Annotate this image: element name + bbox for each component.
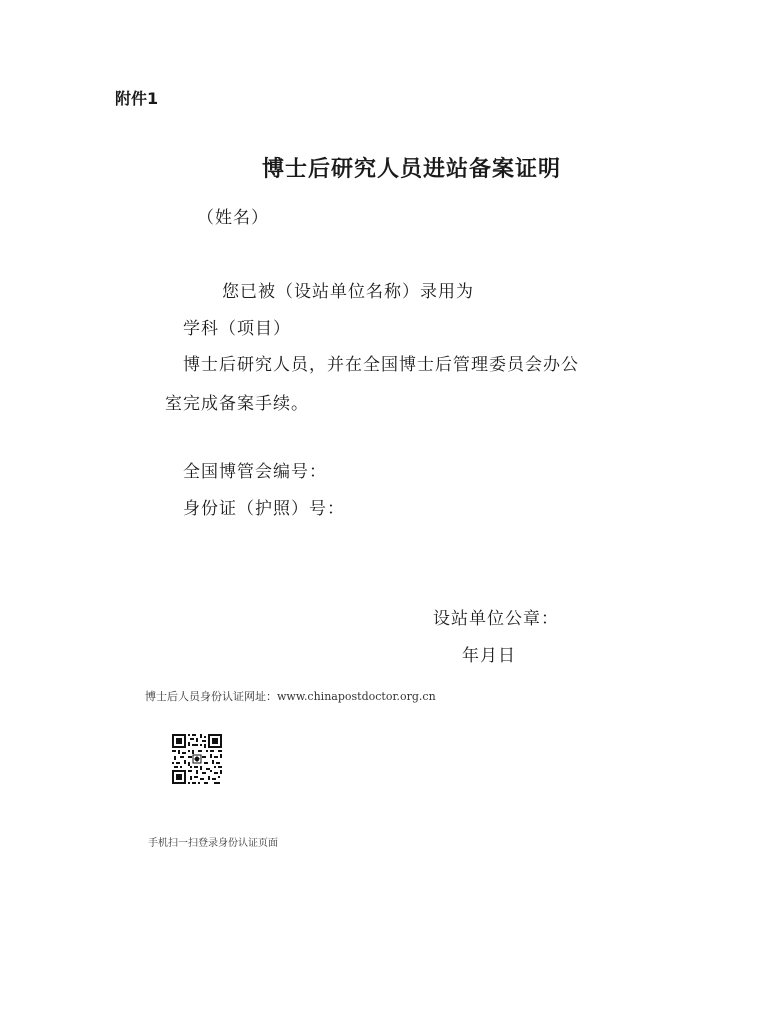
document-title: 博士后研究人员进站备案证明 <box>262 156 562 182</box>
body-line-1: 您已被（设站单位名称）录用为 <box>222 282 474 302</box>
name-placeholder: （姓名） <box>197 208 269 228</box>
body-line-2: 学科（项目） <box>183 319 291 339</box>
body-line-3: 博士后研究人员，并在全国博士后管理委员会办公 <box>183 355 579 375</box>
scan-instruction-note: 手机扫一扫登录身份认证页面 <box>148 838 278 849</box>
verification-url-note: 博士后人员身份认证网址：www.chinapostdoctor.org.cn <box>145 690 436 703</box>
attachment-label: 附件1 <box>115 89 159 108</box>
qr-code-icon <box>172 734 222 784</box>
date-label: 年月日 <box>462 646 516 666</box>
id-number-label: 身份证（护照）号： <box>183 499 345 519</box>
seal-label: 设站单位公章： <box>433 609 559 629</box>
committee-number-label: 全国博管会编号： <box>183 462 327 482</box>
body-line-4: 室完成备案手续。 <box>165 394 309 414</box>
